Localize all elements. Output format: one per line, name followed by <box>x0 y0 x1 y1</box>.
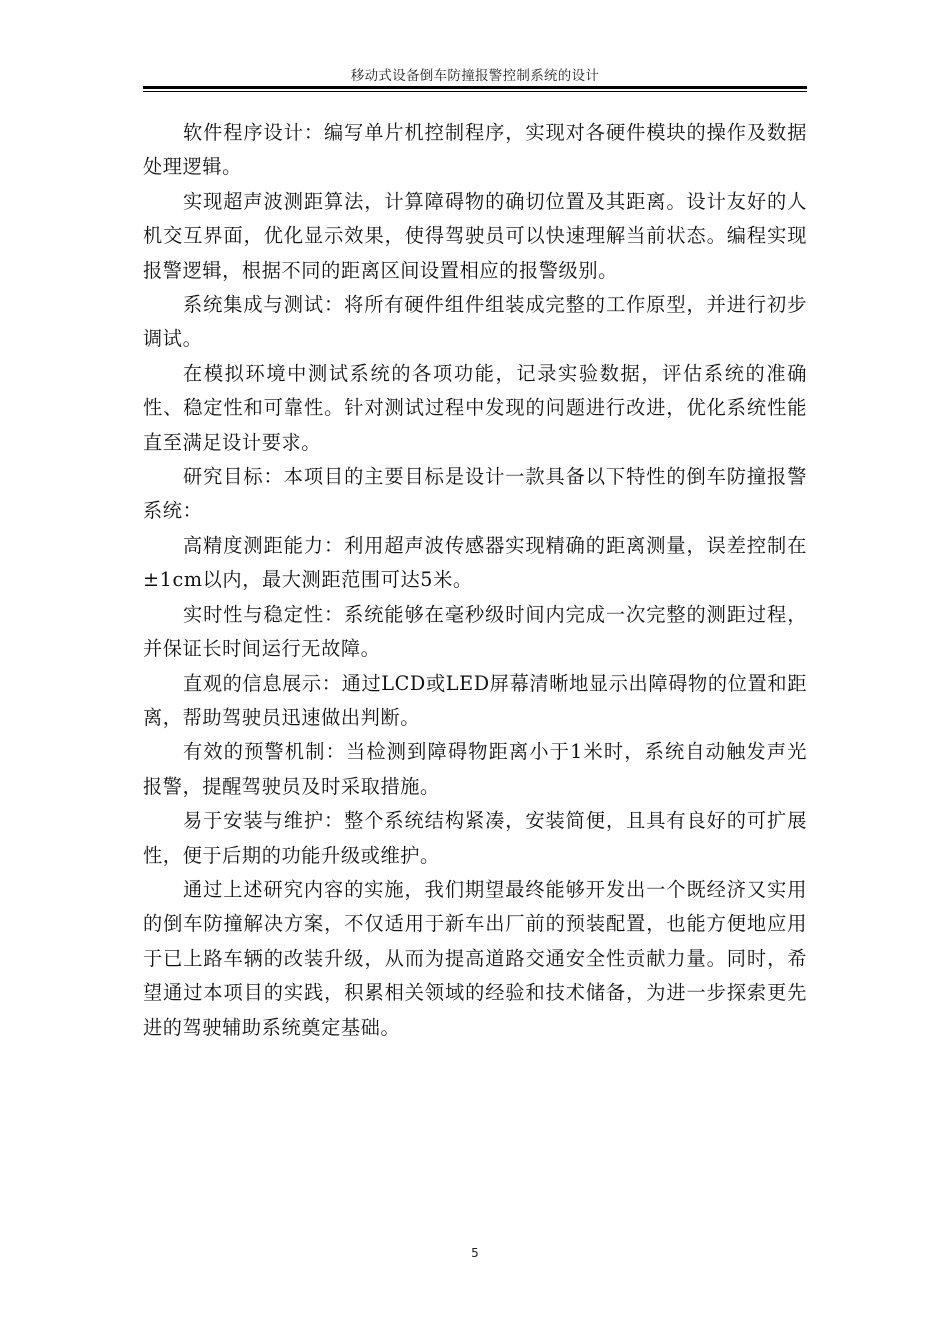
header-rule-thin <box>143 91 807 92</box>
running-header: 移动式设备倒车防撞报警控制系统的设计 <box>350 68 600 84</box>
paragraph-realtime-stability: 实时性与稳定性：系统能够在毫秒级时间内完成一次完整的测距过程，并保证长时间运行无故障。 <box>143 602 807 661</box>
paragraph-conclusion: 通过上述研究内容的实施，我们期望最终能够开发出一个既经济又实用的倒车防撞解决方案，不仅适用于新车出厂前的预装配置，也能方便地应用于已上路车辆的改装升级，从而为提高道路交通安全性贡献力量。同时，希望通过本项目的实践，积累相关领域的经验和技术储备，为进一步探索更先进的驾驶辅助系统奠定基础。 <box>143 877 807 1039</box>
paragraph-system-integration: 系统集成与测试：将所有硬件组件组装成完整的工作原型，并进行初步调试。 <box>143 293 807 351</box>
paragraph-research-goals: 研究目标：本项目的主要目标是设计一款具备以下特性的倒车防撞报警系统： <box>143 465 807 523</box>
paragraph-install-maintain: 易于安装与维护：整个系统结构紧凑，安装简便，且具有良好的可扩展性，便于后期的功能升级或维护。 <box>143 809 807 867</box>
page-number: 5 <box>471 1246 479 1260</box>
paragraph-simulation-testing: 在模拟环境中测试系统的各项功能，记录实验数据，评估系统的准确性、稳定性和可靠性。针对测试过程中发现的问题进行改进，优化系统性能直至满足设计要求。 <box>143 361 807 454</box>
header-rule-thick <box>143 86 807 89</box>
paragraph-high-precision: 高精度测距能力：利用超声波传感器实现精确的距离测量，误差控制在±1cm以内，最大测距范围可达5米。 <box>143 533 807 592</box>
body-text <box>143 116 807 1045</box>
paragraph-ultrasonic-algorithm: 实现超声波测距算法，计算障碍物的确切位置及其距离。设计友好的人机交互界面，优化显示效果，使得驾驶员可以快速理解当前状态。编程实现报警逻辑，根据不同的距离区间设置相应的报警级别。 <box>143 189 807 282</box>
paragraph-info-display: 直观的信息展示：通过LCD或LED屏幕清晰地显示出障碍物的位置和距离，帮助驾驶员迅速做出判断。 <box>143 671 807 729</box>
paragraph-software-design: 软件程序设计：编写单片机控制程序，实现对各硬件模块的操作及数据处理逻辑。 <box>143 121 807 179</box>
paragraph-warning-mechanism: 有效的预警机制：当检测到障碍物距离小于1米时，系统自动触发声光报警，提醒驾驶员及时采取措施。 <box>143 740 807 798</box>
